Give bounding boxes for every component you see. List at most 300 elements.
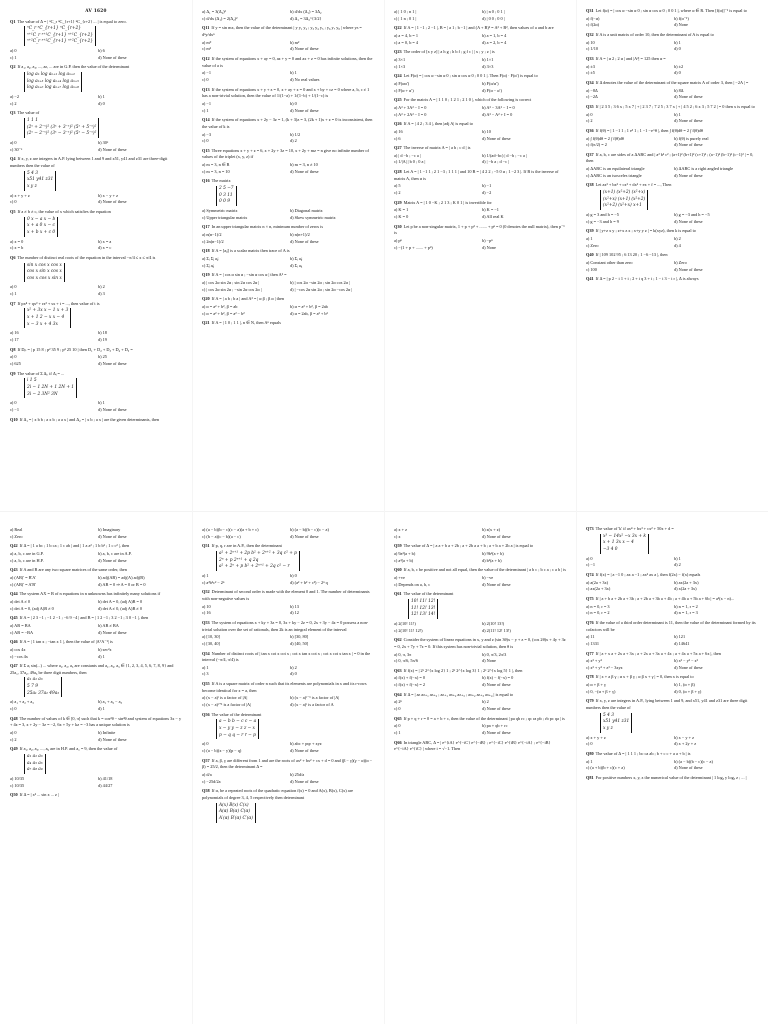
answer-option: a) 5	[394, 183, 401, 189]
question-text	[10, 417, 182, 424]
question-text	[202, 178, 374, 185]
answer-option: a) f(−α)	[586, 15, 600, 21]
question-number: Q24	[394, 73, 402, 79]
answer-option: a) 1	[586, 758, 593, 764]
answer-option: a) 0	[10, 140, 17, 145]
question-block	[586, 182, 758, 225]
answer-option: c) 625	[10, 361, 21, 367]
answer-option: b) (a − b)(b − c)(c − a)	[290, 527, 329, 532]
answer-option: b) AB ≠ BA	[98, 622, 119, 628]
answer-option: c) 2(10! 11! 12!)	[394, 627, 423, 633]
question-block	[10, 591, 182, 612]
answer-option: c) (a − b)(x − y)(p − q)	[202, 748, 242, 754]
worksheet-page-5	[4, 520, 188, 1022]
answer-option: a) K = 1	[394, 207, 409, 213]
answer-option: a) n = 0, r = 3	[586, 603, 610, 609]
answer-option: c) 10/35	[10, 782, 25, 788]
answer-option: b) 1	[98, 400, 105, 406]
question-block	[10, 639, 182, 660]
question-text	[10, 591, 182, 598]
question-statement: If p + q + r = 0 = a + b + c, then the value of the determinant | pa qb rc ; qc ra pb ; rb pc qa | is	[403, 715, 565, 721]
answer-option: b) 6	[98, 48, 105, 54]
answer-option: a) Σᵢ Σⱼ aᵢⱼ	[202, 256, 219, 261]
question-statement: If y = sin mx, then the value of the determinant | y y₁ y₂ ; y₃ y₄ y₅ ; y₆ y₇ y₈ | where yₙ = dⁿy/dxⁿ	[202, 25, 362, 37]
question-number: Q48	[10, 715, 18, 721]
question-statement: Consider the system of linear equations in x, y and z (sin 3θ)x − y + z = 0, (cos 2θ)x + 4y + 3z = 0, 2x + 7y + 7z = 0. If this system has non-trivial solution, then θ is	[394, 637, 566, 649]
question-number: Q79	[586, 698, 594, 704]
answer-option: b) f(x) − f(−x) = 0	[482, 675, 514, 681]
question-text	[586, 526, 758, 533]
question-statement: The value of the determinant	[403, 591, 454, 597]
question-number: Q39	[586, 228, 594, 234]
answer-option: a) 0	[586, 111, 593, 117]
question-number: Q49	[10, 746, 18, 752]
question-block	[394, 145, 566, 166]
answer-option: c) 2	[10, 100, 17, 106]
answer-option: d) 1	[98, 706, 105, 712]
question-text	[394, 97, 566, 104]
answer-option: d) None of these	[482, 706, 511, 712]
answer-option: b) 0	[290, 100, 297, 106]
answer-option: a) a(2a + 3x)	[586, 579, 609, 585]
question-block	[394, 121, 566, 142]
question-number: Q2	[10, 64, 16, 70]
determinant-row: cos x sin x cos x	[27, 269, 62, 275]
answer-option: d) α = 2ab, β = a² + b²	[290, 310, 328, 316]
answer-option: d) AB = 0 ⇒ A = 0 or B = 0	[98, 581, 146, 587]
question-text	[586, 751, 758, 758]
answer-options	[586, 16, 758, 29]
question-block	[586, 56, 758, 77]
answer-option: d) None of these	[98, 54, 127, 60]
determinant-row: (x+1) (x²+2) (x²+x)	[603, 190, 646, 196]
question-block	[586, 152, 758, 180]
determinant-row: cos x cos x sin x	[27, 275, 62, 281]
question-block	[394, 668, 566, 689]
answer-option: c) g = −3 and h = 9	[586, 218, 619, 224]
determinant-row: a₁ a₂ a₃	[27, 677, 43, 683]
answer-options	[202, 40, 374, 53]
question-statement: If Δ = | p 2 − i 1 + i ; 2 + i q 3 + i ; 1 − i 3 − i r |, Δ is always	[595, 276, 699, 282]
answer-option: d) None of these	[674, 142, 703, 148]
question-block	[586, 104, 758, 125]
answer-option: a) 9a²(a + b)	[394, 550, 416, 556]
answer-option: d) 1	[98, 653, 105, 659]
question-statement: If Δ = | 1 a bc ; 1 b ca ; 1 c ab | and | 1 a a² ; 1 b b² ; 1 c c² |, then	[19, 543, 130, 549]
answer-option: b) n = 1, r = 2	[674, 603, 698, 609]
answer-option: b) Σᵢ aᵢⱼ	[290, 256, 303, 261]
answer-option: c) 0, −(α + β + γ)	[586, 688, 616, 694]
answer-option: c) 0	[202, 76, 209, 82]
determinant-row: x + b x + c 0	[27, 229, 56, 235]
answer-option: a) 2(10! 11!)	[394, 620, 416, 626]
answer-option: b) (a − b)(b − c)(c − a)	[674, 758, 713, 764]
question-number: Q53	[202, 619, 210, 625]
answer-options	[10, 284, 182, 297]
determinant-row: 12! 13! 14!	[411, 612, 436, 618]
answer-option: b) a = 1, b = 4	[482, 32, 507, 38]
answer-options	[10, 330, 182, 343]
determinant-row: log aₙ₊₆ log aₙ₊₇ log aₙ₊₈	[27, 85, 79, 91]
answer-option: c) d/dx (Δ₁) = 2(Δ₂)²	[202, 15, 238, 21]
answer-options	[586, 604, 758, 617]
question-number: Q18	[202, 248, 210, 254]
question-text	[202, 589, 374, 602]
question-block	[586, 526, 758, 569]
worksheet-page-3	[388, 2, 572, 504]
answer-option: c) 0	[10, 199, 17, 205]
answer-options	[10, 140, 182, 153]
question-number: Q58	[202, 788, 210, 794]
answer-option: a) x = 0	[10, 238, 24, 244]
question-number: Q22	[394, 25, 402, 31]
answer-options	[586, 658, 758, 671]
question-block	[394, 224, 566, 252]
answer-option: a) AB = BA	[10, 622, 31, 628]
answer-option: d) (a² + b² + c²) − 2ⁿ q	[290, 579, 328, 585]
answer-option: d) 44/27	[98, 782, 113, 788]
answer-option: c) Depends on a, b, c	[394, 581, 431, 587]
answer-options	[202, 604, 374, 617]
answer-option: b) 1×1	[482, 56, 494, 62]
question-number: Q57	[202, 757, 210, 763]
answer-option: d) None of these	[290, 533, 319, 539]
answer-option: b) 1/(ad−bc) | d −b ; −c a |	[482, 152, 527, 158]
question-statement: Matrix A = | 1 0 −K ; 2 1 3 ; K 0 1 | is invertible for	[403, 199, 492, 205]
question-block	[394, 9, 566, 22]
answer-option: d) [40, 50]	[290, 640, 309, 646]
answer-option: b) 18	[98, 330, 107, 336]
question-text	[202, 651, 374, 664]
question-statement: If the value of a third order determinant is 11, then the value of the determinant formed by its cofactors will be	[586, 619, 756, 632]
determinant-row: 11! 12! 13!	[411, 605, 436, 611]
answer-option: d) 12	[290, 610, 299, 616]
question-block	[394, 527, 566, 540]
question-text	[394, 740, 566, 753]
answer-option: c) ax(2a + 3x)	[586, 586, 611, 592]
answer-option: b) 25d/a	[290, 772, 305, 777]
question-block	[202, 87, 374, 115]
answer-option: d) None	[482, 658, 496, 664]
answer-options	[586, 236, 758, 249]
answer-option: d) 14641	[674, 640, 690, 646]
answer-option: c) | cos 2α sin 2α ; −sin 2α cos 2α |	[202, 286, 262, 292]
question-block	[202, 712, 374, 755]
answer-option: d) n = 1, r = 3	[674, 610, 698, 616]
answer-options	[10, 647, 182, 660]
question-text	[394, 49, 566, 56]
answer-option: d) None of these	[482, 682, 511, 688]
question-statement: If p, q, r are in A.P., then the determinant	[211, 543, 282, 549]
answer-option: b) 25	[98, 354, 107, 360]
question-block	[586, 276, 758, 283]
answer-option: d) 4	[674, 242, 681, 248]
question-block	[10, 615, 182, 636]
answer-option: b) det A = 0, (adj A)B = 0	[98, 598, 143, 604]
question-number: Q59	[394, 543, 402, 549]
question-statement: If Dₚ = | p 15 8 ; p² 35 9 ; p³ 25 10 | then D₁ + D₂ + D₃ + D₄ + D₅ =	[17, 346, 133, 352]
determinant-row: A(α) B(α) C(α)	[219, 809, 251, 815]
answer-options	[586, 136, 758, 149]
determinant	[216, 719, 259, 739]
question-block	[394, 49, 566, 70]
question-block	[202, 681, 374, 709]
question-text	[10, 746, 182, 753]
answer-options	[10, 354, 182, 367]
question-statement: If A is a square matrix of order n such that its elements are polynomials in x and its r-rows become identical for x = a, then	[202, 681, 367, 693]
question-text	[10, 209, 182, 216]
answer-option: d) 0	[98, 100, 105, 106]
determinant	[24, 171, 56, 191]
answer-options	[202, 256, 374, 269]
answer-option: b) 8Δ	[674, 87, 684, 93]
answer-option: b) | cos 2α −sin 2α ; sin 2α cos 2α |	[290, 279, 350, 285]
question-statement: The system AX = B of n equations in n unknowns has infinitely many solutions if	[19, 591, 161, 597]
question-text	[394, 169, 566, 182]
question-number: Q15	[202, 147, 210, 153]
answer-option: c) (x − a)ʳ⁺¹ is a factor of |A|	[202, 702, 251, 708]
question-number: Q80	[586, 751, 594, 757]
answer-option: b) Imaginary	[98, 527, 121, 532]
question-statement: Number of distinct roots of | tan x cot x cot x ; cot x tan x cot x ; cot x cot x tan x | = 0 in the interval (−π/4, π/4) is	[202, 650, 371, 663]
question-text	[202, 543, 374, 550]
answer-option: b) [30, 80]	[290, 634, 309, 640]
answer-option: d) None of these	[290, 168, 319, 174]
answer-option: c) n = 0, r = 2	[586, 610, 610, 616]
question-text	[586, 80, 758, 87]
answer-option: b) 1	[674, 39, 681, 45]
answer-option: a) | d −b ; −c a |	[394, 152, 421, 158]
answer-option: d) 0	[674, 46, 681, 52]
question-text	[10, 371, 182, 378]
question-text	[586, 674, 758, 681]
question-text	[586, 651, 758, 658]
answer-option: b) −1	[482, 183, 492, 189]
answer-option: d) None of these	[98, 533, 127, 539]
answer-option: b) z(x + z)	[482, 527, 501, 532]
answer-option: d) Σᵢ aᵢᵢ	[290, 262, 303, 268]
answer-option: a) 0	[10, 400, 17, 406]
determinant-row: (x²+2) (x²+x) x+1	[603, 203, 642, 209]
question-statement: Let f(α) = | cos α −sin α 0 ; sin α cos α 0 ; 0 0 1 |, where α ∈ R. Then [f(α)]⁻¹ is equal to	[595, 8, 747, 13]
answer-option: c) f(x) + f(−x) = 2	[394, 682, 426, 688]
question-statement: If A = | a b ; b a | and A² = | α β ; β α | then	[211, 296, 285, 302]
answer-options	[394, 699, 566, 712]
answer-option: b) K = −1	[482, 207, 499, 213]
answer-option: d) | −b a ; d −c |	[482, 159, 509, 165]
determinant-row: log aₙ₊₃ log aₙ₊₄ log aₙ₊₅	[27, 78, 79, 84]
determinant-row: ⁿ⁺¹C_r ⁿ⁺¹C_{r+1} ⁿ⁺¹C_{r+2}	[27, 32, 94, 38]
determinant-row: sin x cos x cos x	[27, 262, 62, 268]
determinant-row: x51 y41 z31	[603, 719, 630, 725]
answer-option: b) 1, (α + β)	[674, 682, 695, 688]
question-block	[202, 651, 374, 679]
question-text	[586, 56, 758, 63]
question-number: Q55	[202, 681, 210, 687]
answer-options	[10, 599, 182, 612]
answer-option: d) Skew symmetric matrix	[290, 214, 336, 220]
answer-option: a) 0	[202, 741, 209, 747]
answer-option: c) −2Δ	[586, 94, 598, 100]
question-block	[586, 252, 758, 273]
question-number: Q36	[586, 127, 594, 133]
answer-option: c) m³	[202, 46, 212, 52]
answer-options	[394, 238, 566, 251]
answer-option: a) 0	[394, 723, 401, 729]
answer-option: d) A³ − A² + I = 0	[482, 111, 513, 117]
question-statement: If Δ denotes the value of the determinant of the square matrix A of order 3, then | −2A | =	[595, 79, 749, 85]
question-statement: If the system of equations x + 2y − 3z = 1, (k + 3)z = 3, (2k + 1)x + z = 0 is inconsistent, then the value of k is	[202, 117, 373, 129]
question-text	[10, 347, 182, 354]
answer-option: b) x = a	[98, 238, 112, 244]
question-number: Q14	[202, 117, 210, 123]
question-block	[202, 272, 374, 293]
question-statement: The inverse of matrix A = | a b ; c d | is	[403, 145, 471, 151]
question-statement: If f(θ) = | 1 −1 1 ; 1 eᶿ 1 ; 1 −1 −e^θ |, then ∫ f(θ)dθ = 2 ∫ f(θ)dθ	[595, 127, 703, 133]
answer-option: b) a, b, c are in A.P.	[98, 550, 132, 556]
question-text	[586, 775, 758, 782]
answer-options	[10, 730, 182, 743]
answer-options	[202, 101, 374, 114]
answer-options	[202, 772, 374, 785]
question-statement: The order of [x y z] | a h g ; h b f ; g f c | | x ; y ; z | is	[403, 49, 495, 55]
question-number: Q52	[202, 589, 210, 595]
answer-option: b) m = 3, n ≠ 10	[290, 162, 318, 168]
answer-option: c) f(π/2) = 2	[586, 142, 607, 148]
determinant-row: 10! 11! 12!	[411, 598, 436, 604]
answer-option: c) (AB)' = A'B'	[10, 581, 36, 587]
answer-option: d) None	[482, 244, 496, 250]
answer-option: c) 0	[394, 706, 401, 712]
question-text	[202, 788, 374, 801]
answer-option: b) g = −3 and h = −5	[674, 212, 710, 218]
question-statement: The matrix	[211, 178, 231, 184]
answer-option: c) ±5	[586, 70, 595, 76]
answer-option: b) (x − a)ʳ⁻¹ is a factor of |A|	[290, 695, 340, 701]
answer-options	[10, 193, 182, 206]
determinant-row: x³ − 14x² −x 3x + k	[603, 533, 646, 539]
answer-option: a) det A ≠ 0	[10, 598, 31, 604]
answer-option: c) AB = −BA	[10, 629, 34, 635]
answer-option: a) 3×1	[394, 56, 406, 62]
determinant-row: (2ˣ − 2⁻ˣ)² (3ˣ − 3⁻ˣ)² (5ˣ − 5⁻ˣ)²	[27, 131, 97, 137]
determinant-row: 1 1 1	[27, 118, 38, 124]
question-block	[394, 543, 566, 564]
answer-options	[394, 675, 566, 688]
answer-option: c) 1/|A| | b 0 ; 0 a |	[394, 159, 426, 165]
answer-option: b) f(θ) is purely real	[674, 135, 709, 141]
question-number: Q77	[586, 650, 594, 656]
answer-option: d) None of these	[290, 107, 319, 113]
question-statement: If | y+z x y ; z+x z x ; x+y y z | = k(xyz), then k is equal to	[595, 228, 696, 234]
question-statement: The value of 'k' if ax⁴ + bx³ + cx² + 50x + d =	[595, 526, 674, 531]
determinant	[24, 677, 62, 697]
answer-options	[202, 665, 374, 678]
answer-option: d) None of these	[98, 199, 127, 205]
question-number: Q40	[586, 252, 594, 258]
question-statement: In triangle ABC, Δ = | e^{iA} e^{−iC} e^{−iB} ; e^{−iC} e^{iB} e^{−iA} ; e^{−iB} e^{−iA} e^{iC} | where i = √−1. Then	[394, 739, 551, 752]
question-block	[394, 692, 566, 713]
answer-option: d) No real values	[290, 76, 320, 82]
question-block	[202, 758, 374, 786]
question-block	[202, 56, 374, 84]
answer-option: d) None of these	[674, 664, 703, 670]
question-block	[586, 32, 758, 53]
answer-option: c) x³ + y³ + z³ − 3xyz	[586, 664, 623, 670]
answer-option: b) 1	[290, 70, 297, 76]
determinant-row: a² + 2ⁿ + p b² + 2ⁿ⁺¹ + 2q c² − r	[219, 564, 290, 570]
question-number: Q30	[394, 223, 402, 229]
question-text	[586, 620, 758, 633]
answer-option: c) 2	[10, 736, 17, 742]
question-text	[202, 248, 374, 255]
answer-option: a) 10	[202, 603, 211, 609]
answer-option: c) x	[394, 533, 401, 539]
answer-option: a) n(n−1)/2	[202, 232, 222, 238]
determinant-row: A(x) B(x) C(x)	[219, 802, 249, 808]
answer-option: c) f(2α)	[586, 22, 600, 28]
question-block	[10, 543, 182, 564]
question-block	[202, 178, 374, 221]
answer-option: b) n(n+1)/2	[290, 232, 310, 238]
determinant	[24, 308, 71, 328]
question-statement: The value of Δ = | a a + b a + 2b ; a + 2b a a + b ; a + b a + 2b a | is equal to	[403, 543, 534, 549]
question-number: Q42	[10, 543, 18, 549]
answer-options	[202, 527, 374, 540]
answer-options	[394, 723, 566, 736]
question-text	[586, 596, 758, 603]
answer-option: c) 1	[10, 291, 17, 297]
question-block	[394, 200, 566, 221]
question-text	[586, 182, 758, 189]
question-text	[394, 591, 566, 598]
determinant-row: x − 3 x + 4 3x	[27, 321, 58, 327]
answer-option: d) None	[674, 22, 688, 28]
answer-option: a) pⁿ	[394, 238, 402, 244]
question-number: Q46	[10, 639, 18, 645]
question-number: Q8	[10, 346, 16, 352]
question-block	[586, 8, 758, 29]
question-text	[202, 148, 374, 161]
answer-option: b) adj(AB) = adj(A) adj(B)	[98, 574, 145, 580]
question-text	[10, 19, 182, 26]
answer-options	[586, 260, 758, 273]
question-block	[202, 320, 374, 327]
question-statement: If A = [aᵢⱼ] is a scalar matrix then trace of A is	[211, 248, 290, 254]
answer-options	[394, 9, 566, 22]
question-number: Q29	[394, 199, 402, 205]
question-number: Q16	[202, 178, 210, 184]
question-statement: If A = | α 2 ; 2 α | and |A³| = 125 then α =	[595, 55, 666, 61]
answer-option: b) m²	[290, 39, 300, 45]
answer-option: b) | n 0 ; 0 1 |	[482, 9, 505, 14]
question-statement: If x, y, z are integers in A.P., lying between 1 and 9, and x51, y41 and z31 are three digit numbers then the value of	[586, 698, 748, 711]
question-text	[10, 567, 182, 574]
answer-options	[586, 88, 758, 101]
question-block	[10, 567, 182, 588]
question-text	[10, 543, 182, 550]
answer-options	[10, 623, 182, 636]
determinant-row: A′(α) B′(α) C′(α)	[219, 815, 253, 821]
answer-options	[202, 741, 374, 754]
answer-option: d) None of these	[98, 736, 127, 742]
question-text	[10, 301, 182, 308]
question-number: Q73	[586, 526, 594, 531]
answer-option: d) None of these	[98, 146, 127, 152]
question-text	[586, 152, 758, 165]
answer-option: c) 0	[10, 706, 17, 712]
answer-options	[586, 556, 758, 569]
